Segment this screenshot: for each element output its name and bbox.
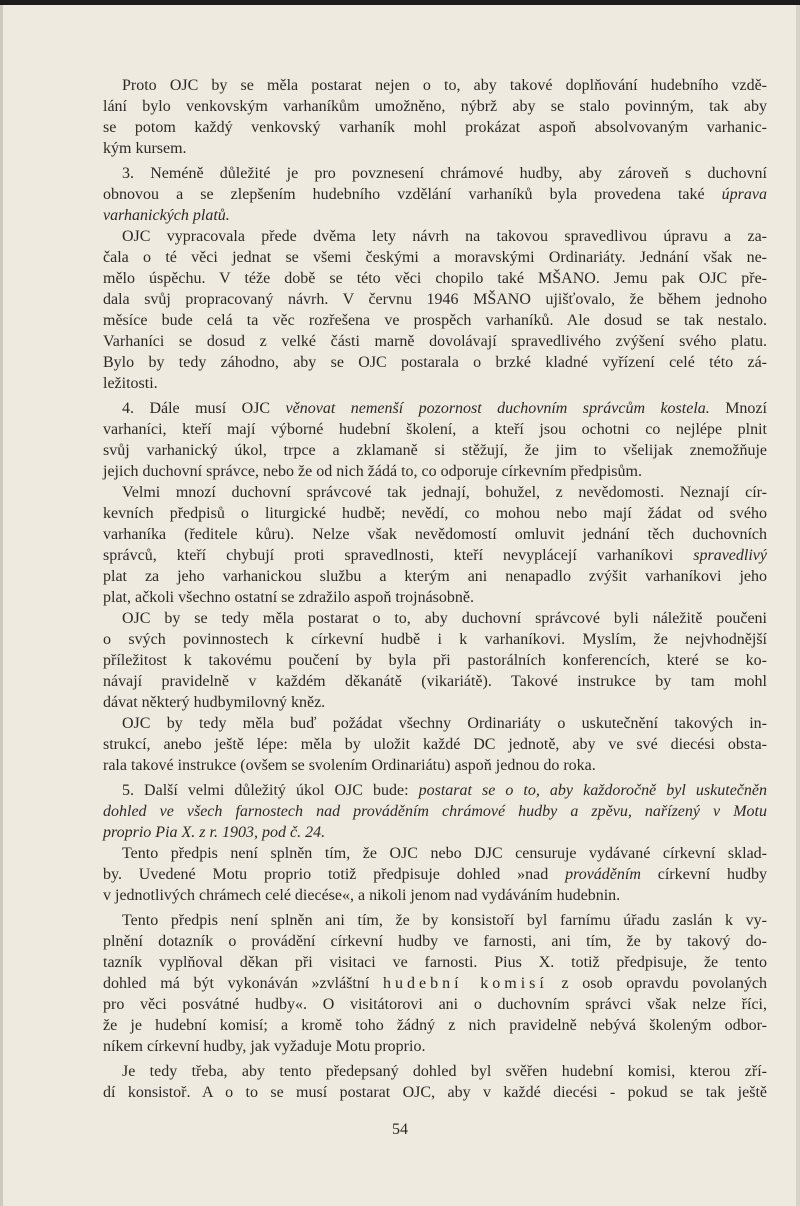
text-line xyxy=(103,1015,767,1036)
text-segment: dala svůj propracovaný návrh. V červnu 1946 MŠANO ujišťovalo, že během jednoho xyxy=(103,291,767,308)
text-segment: Tento předpis není splněn ani tím, že by konsistoří byl farnímu úřadu zaslán k vy- xyxy=(122,912,767,929)
text-line xyxy=(103,226,767,247)
text-segment: se potom každý venkovský varhaník mohl prokázat aspoň absolvovaným varhanic- xyxy=(103,119,767,136)
text-segment: strukcí, anebo ještě lépe: měla by uložit každé DC jednotě, aby ve své diecési obsta- xyxy=(103,736,767,753)
text-segment: 5. Další velmi důležitý úkol OJC bude: xyxy=(122,782,419,799)
text-line xyxy=(103,461,767,482)
paragraph xyxy=(103,608,767,713)
scan-top-border xyxy=(0,0,800,5)
text-segment: že je hudební komisí; a kromě toho žádný z nich pravidelně nebývá školeným odbor- xyxy=(103,1017,767,1034)
text-segment: lání bylo venkovským varhaníkům umožněno, nýbrž aby se stalo povinným, tak aby xyxy=(103,98,767,115)
text-line xyxy=(103,373,767,394)
text-segment: měsíce bude celá ta věc rozřešena ve prospěch varhaníků. Ale dosud se tak nestalo. xyxy=(103,312,767,329)
text-segment: Je tedy třeba, aby tento předepsaný dohled byl svěřen hudební komisi, kterou zří- xyxy=(122,1063,767,1080)
text-line xyxy=(103,163,767,184)
text-segment: varhaníka (ředitele kůru). Nelze však nevědomostí omluvit jednání těch duchovních xyxy=(103,526,767,543)
page-body-text xyxy=(103,75,767,1103)
text-segment: OJC by se tedy měla postarat o to, aby duchovní správcové byli náležitě poučeni xyxy=(122,610,767,627)
text-segment: pro věci posvátné hudby«. O visitátorovi ani o duchovním správci však nelze říci, xyxy=(103,996,767,1013)
text-line xyxy=(103,587,767,608)
text-line xyxy=(103,352,767,373)
paragraph xyxy=(103,910,767,1057)
text-line xyxy=(103,117,767,138)
text-line xyxy=(103,482,767,503)
text-segment: obnovou a se zlepšením hudebního vzdělání varhaníků byla provedena také xyxy=(103,186,722,203)
text-line xyxy=(103,419,767,440)
text-segment: kevních předpisů o liturgické hudbě; nevědí, co mohou nebo mají žádat od svého xyxy=(103,505,767,522)
text-segment: 3. Neméně důležité je pro povznesení chrámové hudby, aby zároveň s duchovní xyxy=(122,165,767,182)
text-line xyxy=(103,1082,767,1103)
text-segment: 4. Dále musí OJC xyxy=(122,400,286,417)
paragraph xyxy=(103,713,767,776)
text-segment: Velmi mnozí duchovní správcové tak jednají, bohužel, z nevědomosti. Neznají cír- xyxy=(122,484,767,501)
text-segment: OJC vypracovala přede dvěma lety návrh na takovou spravedlivou úpravu a za- xyxy=(122,228,767,245)
text-segment: by. Uvedené Motu proprio totiž předpisuje dohled »nad xyxy=(103,866,566,883)
text-segment: Bylo by tedy záhodno, aby se OJC postarala o brzké kladné vyřízení celé této zá- xyxy=(103,354,767,371)
italic-text: prováděním xyxy=(565,866,641,883)
text-segment: rala takové instrukce (ovšem se svolením Ordinariátu) aspoň jednou do roka. xyxy=(103,757,596,774)
text-line xyxy=(103,1061,767,1082)
text-line xyxy=(103,524,767,545)
text-line xyxy=(103,952,767,973)
text-line xyxy=(103,310,767,331)
text-segment: kým kursem. xyxy=(103,140,187,157)
paragraph xyxy=(103,226,767,394)
text-line xyxy=(103,398,767,419)
text-segment: plat za jeho varhanickou službu a kterým ani nenapadlo zvýšit varhaníkovi jeho xyxy=(103,568,767,585)
text-line xyxy=(103,268,767,289)
text-line xyxy=(103,629,767,650)
text-segment: jejich duchovní správce, nebo že od nich žádá to, co odporuje církevním předpisům. xyxy=(103,463,642,480)
text-line xyxy=(103,650,767,671)
text-line xyxy=(103,138,767,159)
text-line xyxy=(103,755,767,776)
scan-left-edge xyxy=(0,5,3,1206)
text-segment: dávat některý hudbymilovný kněz. xyxy=(103,694,326,711)
text-segment: o svých povinnostech k církevní hudbě i k varhaníkovi. Myslím, že nejvhodnější xyxy=(103,631,767,648)
text-line xyxy=(103,608,767,629)
text-line xyxy=(103,692,767,713)
text-segment: v jednotlivých chrámech celé diecése«, a nikoli jenom nad vydáváním hudebnin. xyxy=(103,887,621,904)
text-line xyxy=(103,503,767,524)
italic-text: věnovat nemenší pozornost duchovním správcům kostela. xyxy=(285,400,710,417)
text-segment: Tento předpis není splněn tím, že OJC nebo DJC censuruje vydávané církevní sklad- xyxy=(122,845,767,862)
text-segment: církevní hudby xyxy=(640,866,768,883)
text-line xyxy=(103,440,767,461)
italic-text: postarat se o to, aby každoročně byl uskutečněn xyxy=(418,782,767,799)
paragraph xyxy=(103,780,767,843)
text-line xyxy=(103,247,767,268)
paragraph xyxy=(103,1061,767,1103)
text-line xyxy=(103,931,767,952)
text-segment: plat, ačkoli všechno ostatní se zdražilo aspoň trojnásobně. xyxy=(103,589,475,606)
italic-text: spravedlivý xyxy=(693,547,767,564)
text-line xyxy=(103,184,767,205)
text-line xyxy=(103,96,767,117)
text-segment: správců, kteří chybují proti spravedlnosti, kteří nevyplácejí varhaníkovi xyxy=(103,547,694,564)
text-segment: Mnozí xyxy=(709,400,767,417)
text-line xyxy=(103,822,767,843)
italic-text: úprava xyxy=(721,186,767,203)
text-line xyxy=(103,713,767,734)
text-segment: mělo úspěchu. V téže době se této věci chopilo také MŠANO. Jemu pak OJC pře- xyxy=(103,270,767,287)
text-line xyxy=(103,566,767,587)
italic-text: proprio Pia X. z r. 1903, pod č. 24. xyxy=(103,824,326,841)
text-line xyxy=(103,545,767,566)
text-line xyxy=(103,780,767,801)
text-segment: plnění dotazník o provádění církevní hudby ve farnosti, ani tím, že by takový do- xyxy=(103,933,767,950)
text-line xyxy=(103,671,767,692)
paragraph xyxy=(103,482,767,608)
text-line xyxy=(103,801,767,822)
text-segment: Varhaníci se dosud z velké části marně dovolávají spravedlivého zvýšení svého platu. xyxy=(103,333,767,350)
text-line xyxy=(103,734,767,755)
italic-text: varhanických platů. xyxy=(103,207,230,224)
text-segment: čala o té věci jednat se všemi českými a moravskými Ordinariáty. Jednání však ne- xyxy=(103,249,767,266)
text-line xyxy=(103,910,767,931)
italic-text: dohled ve všech farnostech nad prováděním chrámové hudby a zpěvu, nařízený v Motu xyxy=(103,803,767,820)
spaced-emphasis-text: hudební komisí xyxy=(383,975,548,992)
paragraph xyxy=(103,75,767,159)
text-line xyxy=(103,205,767,226)
text-segment: příležitost k takovému poučení by byla při pastorálních konferencích, které se ko- xyxy=(103,652,767,669)
scan-right-edge xyxy=(796,5,800,1206)
text-segment: dohled má být vykonáván »zvláštní xyxy=(103,975,383,992)
text-segment: tazník vyplňoval děkan při visitaci ve farnosti. Pius X. totiž předpisuje, že tento xyxy=(103,954,767,971)
text-line xyxy=(103,1036,767,1057)
paragraph xyxy=(103,163,767,226)
page-number: 54 xyxy=(392,1121,408,1138)
text-segment: OJC by tedy měla buď požádat všechny Ordinariáty o uskutečnění takových in- xyxy=(122,715,767,732)
text-segment: z osob opravdu povolaných xyxy=(547,975,768,992)
text-segment: dí konsistoř. A o to se musí postarat OJC, aby v každé diecési - pokud se tak ještě xyxy=(103,1084,767,1101)
text-segment: návají pravidelně v každém děkanátě (vikariátě). Takové instrukce by tam mohl xyxy=(103,673,767,690)
paragraph xyxy=(103,843,767,906)
text-segment: ležitosti. xyxy=(103,375,158,392)
text-line xyxy=(103,843,767,864)
text-line xyxy=(103,973,767,994)
text-segment: níkem církevní hudby, jak vyžaduje Motu proprio. xyxy=(103,1038,426,1055)
text-line xyxy=(103,75,767,96)
paragraph xyxy=(103,398,767,482)
text-line xyxy=(103,289,767,310)
text-segment: varhaníci, kteří mají výborné hudební školení, a kteří jsou ochotni co nejlépe plnit xyxy=(103,421,767,438)
text-line xyxy=(103,864,767,885)
text-line xyxy=(103,331,767,352)
text-line xyxy=(103,994,767,1015)
text-line xyxy=(103,885,767,906)
text-segment: Proto OJC by se měla postarat nejen o to, aby takové doplňování hudebního vzdě- xyxy=(122,77,767,94)
text-segment: svůj varhanický úkol, trpce a zklamaně si stěžují, že jim to všelijak znemožňuje xyxy=(103,442,767,459)
